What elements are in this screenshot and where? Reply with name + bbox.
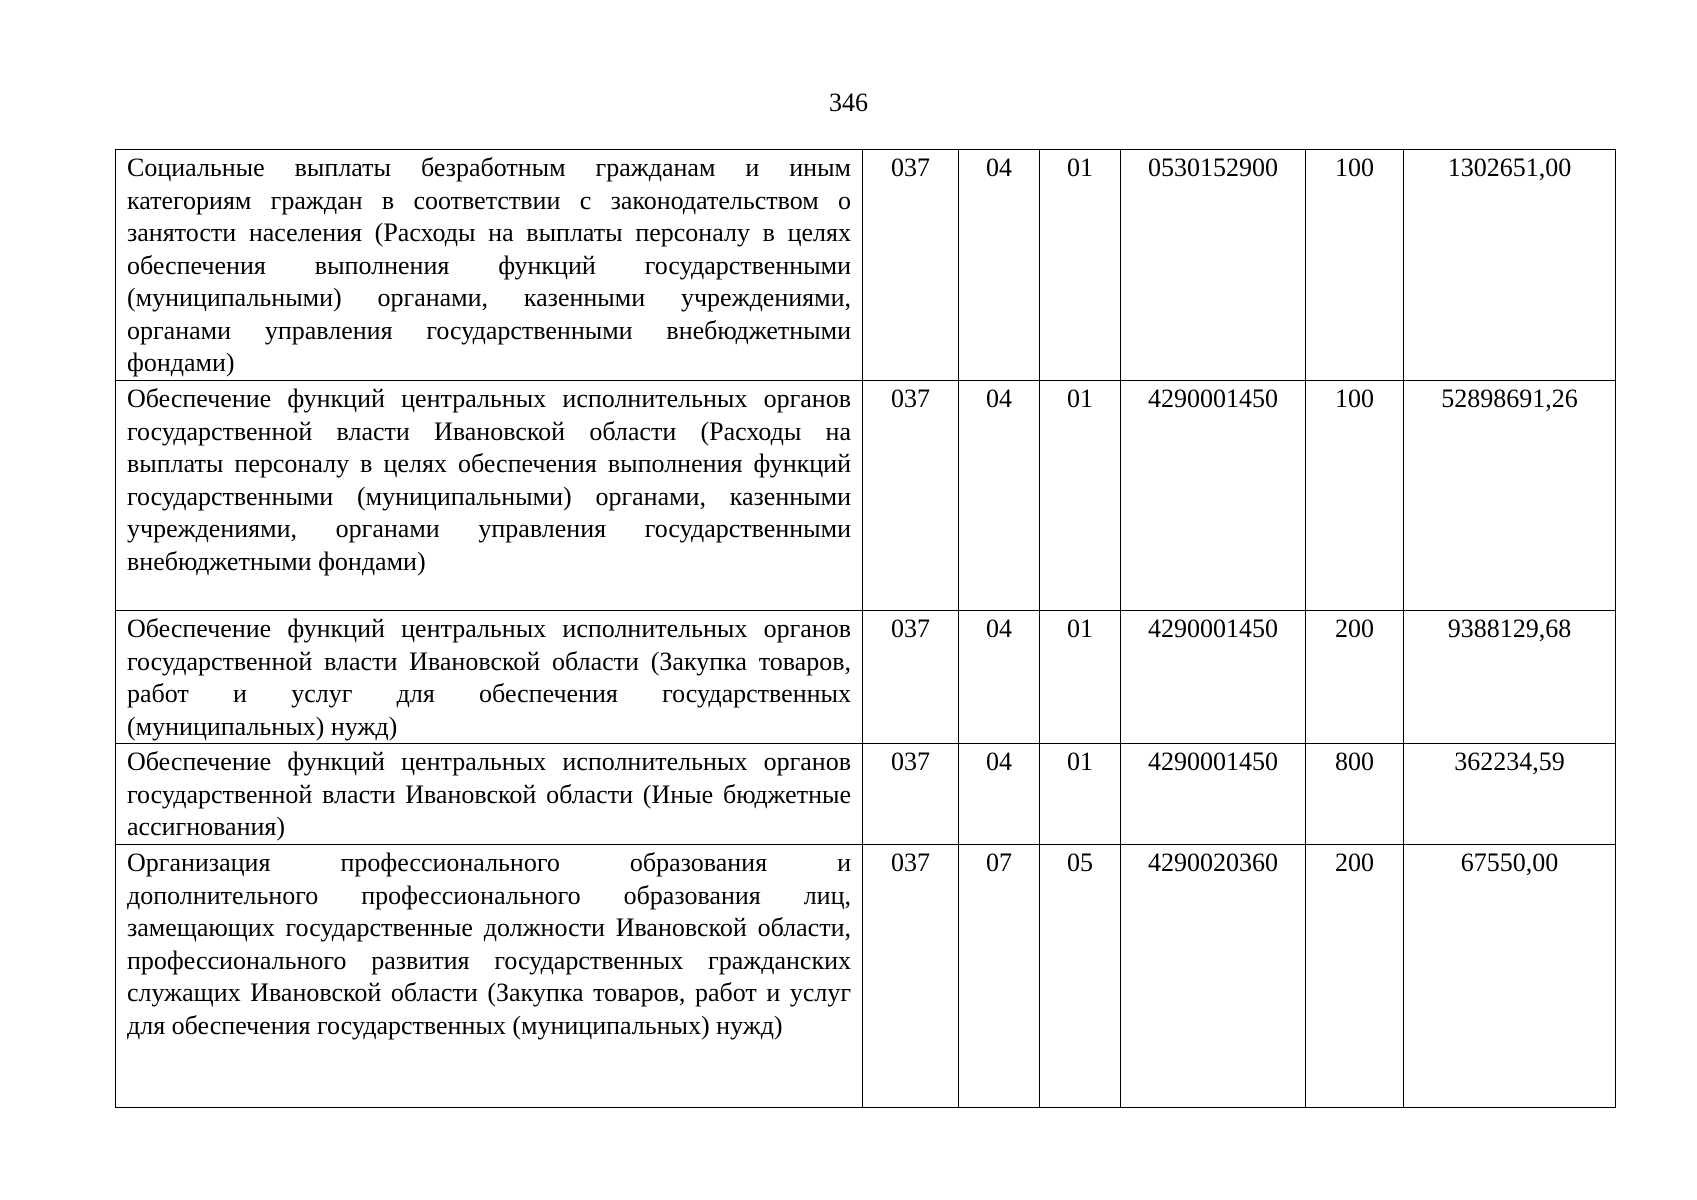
- table-row: [116, 611, 1616, 744]
- target-article-code: 4290001450: [1121, 744, 1306, 845]
- expense-type-code: 100: [1306, 381, 1404, 611]
- expense-type-code: 800: [1306, 744, 1404, 845]
- ved-code: 037: [863, 744, 959, 845]
- table-row: [116, 381, 1616, 611]
- section-code: 04: [959, 744, 1040, 845]
- expense-type-code: 100: [1306, 150, 1404, 381]
- amount: 67550,00: [1404, 845, 1616, 1108]
- expense-type-code: 200: [1306, 845, 1404, 1108]
- subsection-code: 01: [1040, 150, 1121, 381]
- section-code: 04: [959, 381, 1040, 611]
- table-row: [116, 845, 1616, 1108]
- target-article-code: 4290020360: [1121, 845, 1306, 1108]
- section-code: 04: [959, 150, 1040, 381]
- expense-type-code: 200: [1306, 611, 1404, 744]
- section-code: 04: [959, 611, 1040, 744]
- subsection-code: 05: [1040, 845, 1121, 1108]
- row-description: Обеспечение функций центральных исполнительных органов государственной власти Ивановской области (Расходы на выплаты персоналу в целях обеспечения выполнения функций государственными (муниципальными) органами, казенными учреждениями, органами управления государственными внебюджетными фондами): [116, 381, 863, 611]
- row-description: Социальные выплаты безработным гражданам и иным категориям граждан в соответствии с законодательством о занятости населения (Расходы на выплаты персоналу в целях обеспечения выполнения функций государственными (муниципальными) органами, казенными учреждениями, органами управления государственными внебюджетными фондами): [116, 150, 863, 381]
- amount: 1302651,00: [1404, 150, 1616, 381]
- amount: 362234,59: [1404, 744, 1616, 845]
- subsection-code: 01: [1040, 744, 1121, 845]
- row-description: Организация профессионального образования и дополнительного профессионального образования лиц, замещающих государственные должности Ивановской области, профессионального развития государственных гражданских служащих Ивановской области (Закупка товаров, работ и услуг для обеспечения государственных (муниципальных) нужд): [116, 845, 863, 1108]
- ved-code: 037: [863, 381, 959, 611]
- target-article-code: 0530152900: [1121, 150, 1306, 381]
- table-row: [116, 150, 1616, 381]
- budget-table: [115, 149, 1616, 1108]
- subsection-code: 01: [1040, 611, 1121, 744]
- ved-code: 037: [863, 611, 959, 744]
- amount: 9388129,68: [1404, 611, 1616, 744]
- page-number: 346: [829, 88, 868, 117]
- ved-code: 037: [863, 150, 959, 381]
- subsection-code: 01: [1040, 381, 1121, 611]
- target-article-code: 4290001450: [1121, 611, 1306, 744]
- table-row: [116, 744, 1616, 845]
- section-code: 07: [959, 845, 1040, 1108]
- row-description: Обеспечение функций центральных исполнительных органов государственной власти Ивановской области (Закупка товаров, работ и услуг для обеспечения государственных (муниципальных) нужд): [116, 611, 863, 744]
- amount: 52898691,26: [1404, 381, 1616, 611]
- ved-code: 037: [863, 845, 959, 1108]
- target-article-code: 4290001450: [1121, 381, 1306, 611]
- row-description: Обеспечение функций центральных исполнительных органов государственной власти Ивановской области (Иные бюджетные ассигнования): [116, 744, 863, 845]
